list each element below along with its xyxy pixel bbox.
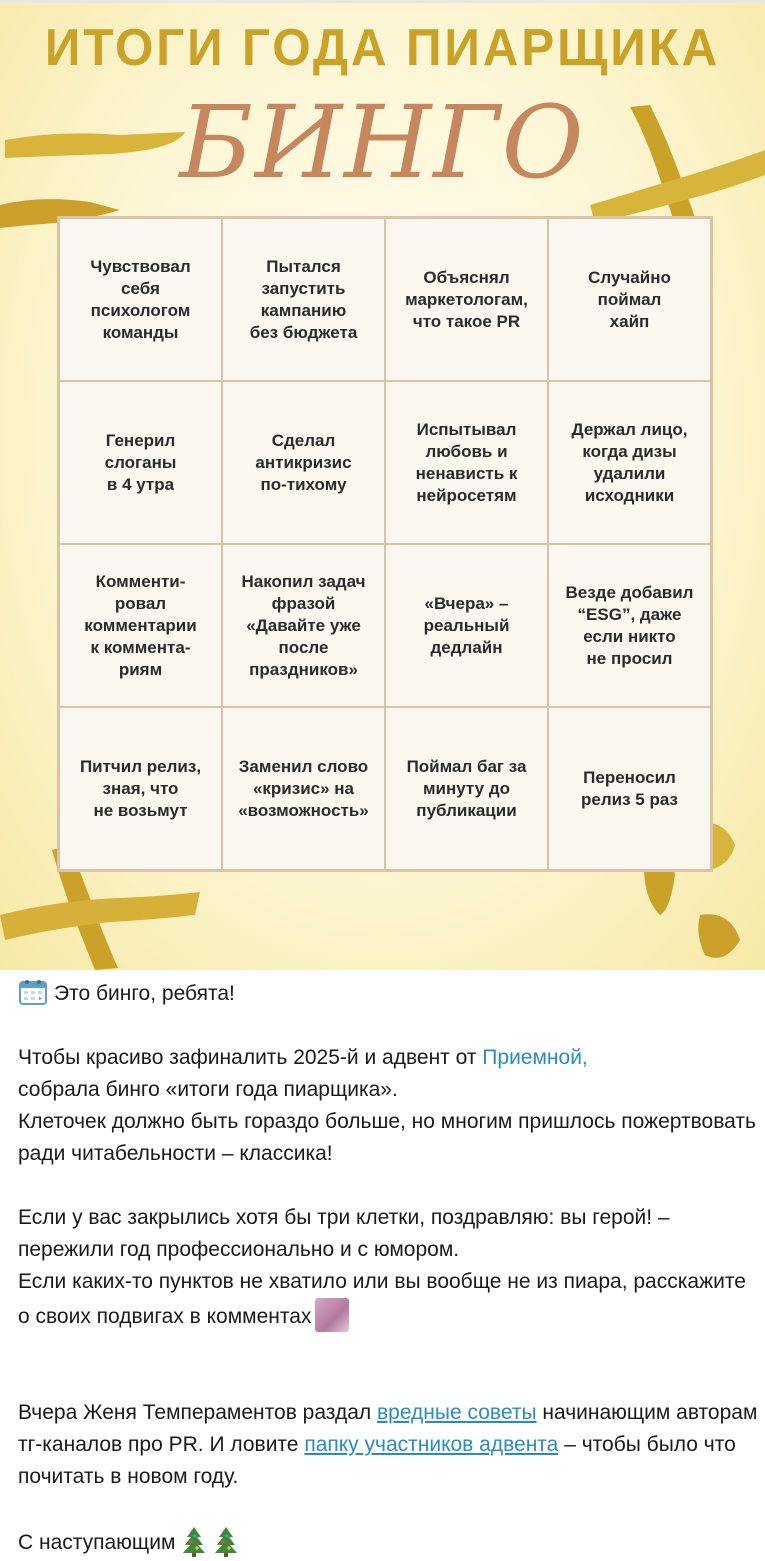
bingo-cell-text: Везде добавил “ESG”, даже если никто не просил — [565, 582, 694, 668]
bingo-cell — [385, 544, 548, 707]
top-divider — [0, 0, 765, 3]
bingo-cell — [548, 381, 711, 544]
bingo-cell — [59, 707, 222, 870]
bingo-cell-text: Поймал баг за минуту до публикации — [406, 756, 527, 820]
bingo-cell — [222, 218, 385, 381]
text-span: – чтобы было что почитать в новом году. — [18, 1433, 736, 1488]
bingo-cell — [222, 544, 385, 707]
bingo-cell-text: Комменти- ровал комментарии к коммента- риям — [84, 571, 197, 679]
post-paragraph-1 — [18, 1042, 758, 1170]
calendar-icon — [18, 978, 48, 1006]
bingo-cell — [59, 218, 222, 381]
text-span: начинающим авторам тг-каналов про PR. И ловите — [18, 1401, 758, 1456]
bingo-cell — [548, 544, 711, 707]
post-paragraph-2 — [18, 1202, 758, 1333]
bingo-grid — [57, 216, 713, 872]
post-intro-line — [18, 978, 758, 1010]
poster-title: ИТОГИ ГОДА ПИАРЩИКА — [44, 19, 721, 77]
bingo-cell-text: Держал лицо, когда дизы удалили исходники — [571, 419, 688, 505]
advent-folder-link[interactable]: папку участников адвента — [304, 1433, 559, 1456]
post-intro-text: Это бинго, ребята! — [54, 982, 235, 1005]
bingo-cell-text: Питчил релиз, зная, что не возьмут — [79, 756, 202, 820]
post-text — [18, 978, 758, 1559]
christmas-tree-icon — [213, 1525, 239, 1557]
bingo-cell — [59, 544, 222, 707]
bingo-cell — [548, 218, 711, 381]
post-closing — [18, 1525, 758, 1559]
bingo-cell-text: Испытывал любовь и ненависть к нейросетям — [415, 419, 518, 505]
bingo-cell-text: Заменил слово «кризис» на «возможность» — [238, 756, 369, 820]
poster-subtitle: БИНГО — [179, 84, 586, 201]
bingo-cell — [222, 381, 385, 544]
bingo-cell — [59, 381, 222, 544]
closing-text: С наступающим — [18, 1531, 176, 1554]
bingo-cell — [385, 381, 548, 544]
harmful-tips-link[interactable]: вредные советы — [377, 1401, 537, 1424]
bingo-cell — [548, 707, 711, 870]
text-span: Вчера Женя Темпераментов раздал — [18, 1401, 377, 1424]
bingo-cell — [385, 707, 548, 870]
text-span: собрала бинго «итоги года пиарщика». — [18, 1078, 398, 1101]
bingo-cell-text: Сделал антикризис по-тихому — [255, 430, 352, 494]
bingo-cell — [385, 218, 548, 381]
bingo-cell-text: Чувствовал себя психологом команды — [90, 256, 191, 342]
bingo-cell-text: Генерил слоганы в 4 утра — [104, 430, 177, 494]
post-paragraph-3 — [18, 1397, 758, 1493]
christmas-tree-icon — [181, 1525, 207, 1557]
bingo-cell — [222, 707, 385, 870]
text-span: Если у вас закрылись хотя бы три клетки, поздравляю: вы герой! – пережили год профессионально и с юмором. — [18, 1206, 670, 1261]
bingo-cell-text: Накопил задач фразой «Давайте уже после праздников» — [241, 571, 366, 679]
text-span: Клеточек должно быть гораздо больше, но многим пришлось пожертвовать ради читабельности – классика! — [18, 1110, 756, 1165]
bingo-cell-text: Пытался запустить кампанию без бюджета — [249, 256, 358, 342]
sticker-image — [315, 1298, 349, 1332]
bingo-cell-text: Объяснял маркетологам, что такое PR — [405, 267, 528, 331]
bingo-cell-text: «Вчера» – реальный дедлайн — [423, 593, 510, 657]
bingo-cell-text: Переносил релиз 5 раз — [581, 767, 678, 809]
priemnaya-link[interactable]: Приемной, — [482, 1046, 588, 1069]
text-span: Чтобы красиво зафиналить 2025-й и адвент от — [18, 1046, 483, 1069]
bingo-cell-text: Случайно поймал хайп — [588, 267, 671, 331]
text-span: Если каких-то пунктов не хватило или вы вообще не из пиара, расскажите о своих подвигах в комментах — [18, 1270, 746, 1328]
